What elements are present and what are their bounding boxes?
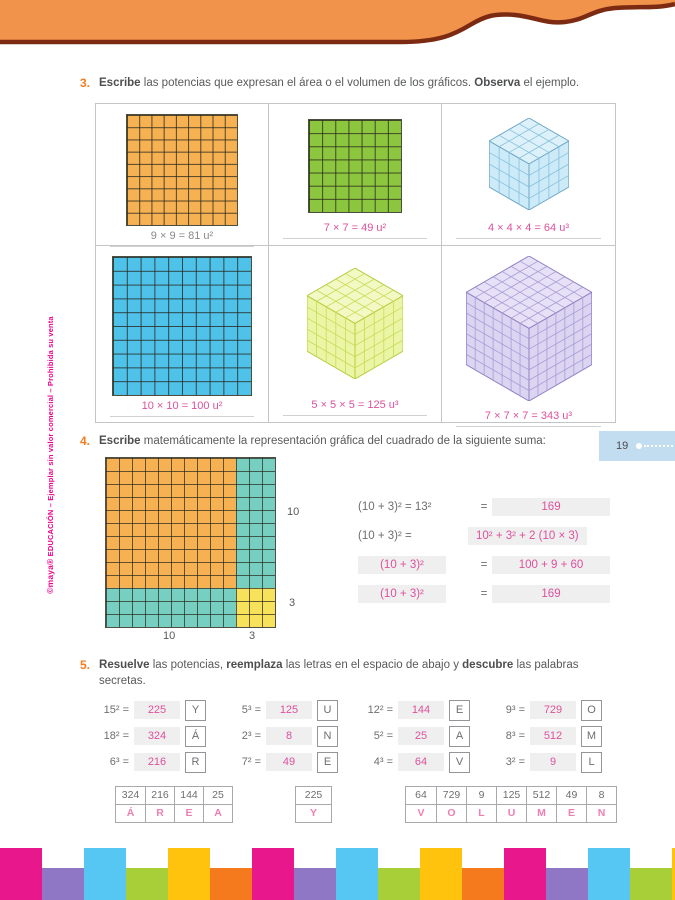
power-value-box: 216 (134, 753, 180, 771)
table-number-cell: 25 (203, 787, 232, 805)
table-number-cell: 729 (436, 787, 466, 805)
diagram-label-right-10: 10 (287, 506, 300, 518)
power-value-box: 25 (398, 727, 444, 745)
power-item (224, 752, 356, 772)
letter-box: O (581, 700, 602, 721)
power-value-box: 512 (530, 727, 576, 745)
table-letter-cell: U (496, 805, 526, 822)
instruction-text: matemáticamente la representación gráfica del cuadrado de la siguiente suma: (140, 435, 546, 447)
letter-box: U (317, 700, 338, 721)
exercise4-number: 4. (80, 434, 91, 448)
formula-line (283, 218, 427, 239)
letter-box: L (581, 752, 602, 773)
formula-line (283, 395, 427, 416)
table-letter-cell: Y (309, 807, 317, 819)
publisher-logo: ©maya® (45, 558, 55, 594)
secret-word-table-area (115, 786, 233, 823)
equation-row (358, 526, 610, 546)
copyright-sidebar (45, 316, 55, 593)
letter-box: E (449, 700, 470, 721)
power-expression: 2³ = (241, 730, 261, 742)
diagram-label-bottom-3: 3 (249, 630, 256, 642)
formula-answer: 7 × 7 × 7 = 343 u³ (484, 410, 573, 422)
table-cell-square-10x10 (96, 246, 269, 422)
table-letter-cell: O (436, 805, 466, 822)
power-item (92, 726, 224, 746)
instruction-bold: Escribe (99, 77, 141, 89)
secret-word-tables (95, 786, 615, 822)
equals-sign: = (480, 501, 488, 513)
power-value-box: 324 (134, 727, 180, 745)
letter-box: A (449, 726, 470, 747)
region-10x10-orange (106, 458, 236, 588)
power-expression: 15² = (103, 704, 129, 716)
answer-box: 169 (492, 498, 610, 516)
table-letter-cell: L (466, 805, 496, 822)
letter-box: Y (185, 700, 206, 721)
instruction-bold: reemplaza (226, 659, 283, 671)
letter-box: N (317, 726, 338, 747)
green-7x7-grid-square (308, 119, 402, 213)
letter-box: M (581, 726, 602, 747)
diagram-label-right-3: 3 (289, 597, 296, 609)
table-cell-cube-4x4x4 (442, 104, 615, 246)
table-number-cell: 225 (296, 787, 331, 805)
power-item (224, 726, 356, 746)
table-number-cell: 216 (145, 787, 174, 805)
exercise4-header (80, 434, 607, 450)
bottom-stripe-short-bars (0, 868, 675, 900)
table-letter-cell: E (174, 805, 203, 822)
exercise3-instruction (99, 76, 607, 92)
power-value-box: 49 (266, 753, 312, 771)
copyright-text: EDUCACIÓN – Ejemplar sin valor comercial – Prohibida su venta (46, 316, 55, 559)
power-expression: 18² = (103, 730, 129, 742)
orange-9x9-grid-square (126, 114, 238, 226)
power-expression: 6³ = (109, 756, 129, 768)
exercise5-header (80, 658, 607, 689)
letter-box: E (317, 752, 338, 773)
power-value-box: 9 (530, 753, 576, 771)
instruction-bold: Resuelve (99, 659, 150, 671)
formula-answer: 7 × 7 = 49 u² (323, 222, 387, 234)
power-expression: 5³ = (241, 704, 261, 716)
graphic-slot (489, 114, 569, 218)
table-cell-square-9x9 (96, 104, 269, 246)
formula-answer: 4 × 4 × 4 = 64 u³ (487, 222, 570, 234)
power-value-box: 729 (530, 701, 576, 719)
power-expression: 7² = (241, 756, 261, 768)
table-number-cell: 324 (116, 787, 145, 805)
equals-sign: = (480, 588, 488, 600)
blue-4x4x4-cube (489, 118, 569, 215)
power-expression: 5² = (373, 730, 393, 742)
table-number-cell: 49 (556, 787, 586, 805)
equation-row (358, 555, 610, 575)
power-item (356, 752, 488, 772)
answer-box: 169 (492, 585, 610, 603)
letter-box: Á (185, 726, 206, 747)
instruction-bold: Observa (474, 77, 521, 89)
power-expression: 3² = (505, 756, 525, 768)
powers-grid (92, 700, 620, 772)
table-cell-square-7x7 (269, 104, 442, 246)
diagram-label-bottom-10: 10 (163, 630, 176, 642)
graphic-slot (112, 256, 252, 396)
instruction-text: las potencias, (149, 659, 227, 671)
formula-example: 9 × 9 = 81 u² (150, 230, 214, 242)
equals-sign: = (480, 559, 488, 571)
graphic-slot (126, 114, 238, 226)
region-10x3-teal-right (236, 458, 275, 588)
formula-line (110, 226, 254, 247)
table-number-cell: 64 (406, 787, 436, 805)
power-expression: 9³ = (505, 704, 525, 716)
instruction-text: las palabras secretas. (99, 659, 579, 687)
instruction-text: las potencias que expresan el área o el volumen de los gráficos. (140, 77, 475, 89)
power-value-box: 225 (134, 701, 180, 719)
power-expression: 8³ = (505, 730, 525, 742)
table-letter-cell: E (556, 805, 586, 822)
table-letter-cell: R (145, 805, 174, 822)
answer-box: (10 + 3)² (358, 585, 446, 603)
graphic-slot (307, 256, 403, 395)
power-item (488, 726, 620, 746)
graphic-slot (466, 256, 592, 406)
power-value-box: 144 (398, 701, 444, 719)
table-number-cell: 125 (496, 787, 526, 805)
power-expression: 12² = (367, 704, 393, 716)
power-item (356, 726, 488, 746)
table-letter-cell: Á (126, 807, 135, 819)
exercise3-header (80, 76, 607, 92)
page-number-badge (599, 431, 675, 461)
table-number-cell: 8 (586, 787, 616, 805)
power-item (488, 752, 620, 772)
equation-row (358, 497, 610, 517)
badge-dot (636, 443, 642, 449)
region-3x3-yellow (236, 588, 275, 627)
table-letter-cell: A (203, 805, 232, 822)
equation-left: (10 + 3)² = (358, 530, 412, 542)
exercise3-graphics-table (95, 103, 616, 423)
answer-box: (10 + 3)² (358, 556, 446, 574)
formula-answer: 10 × 10 = 100 u² (141, 400, 223, 412)
table-number-cell: 144 (174, 787, 203, 805)
formula-answer: 5 × 5 × 5 = 125 u³ (311, 399, 399, 411)
exercise4-equations (358, 497, 610, 604)
graphic-slot (308, 114, 402, 218)
exercise4-instruction (99, 434, 607, 450)
table-number-cell: 512 (526, 787, 556, 805)
formula-line (456, 406, 600, 427)
square-of-sum-diagram (105, 457, 276, 628)
instruction-bold: descubre (462, 659, 514, 671)
answer-box: 100 + 9 + 60 (492, 556, 610, 574)
power-expression: 4³ = (373, 756, 393, 768)
power-value-box: 125 (266, 701, 312, 719)
power-item (356, 700, 488, 720)
instruction-text: el ejemplo. (520, 77, 580, 89)
secret-word-table-y (295, 786, 332, 823)
table-letter-cell: V (417, 807, 425, 819)
letter-box: R (185, 752, 206, 773)
instruction-bold: Escribe (99, 435, 141, 447)
power-item (92, 752, 224, 772)
table-letter-cell: N (586, 805, 616, 822)
secret-word-table-volumen (405, 786, 617, 823)
formula-line (110, 396, 254, 417)
power-value-box: 64 (398, 753, 444, 771)
lime-5x5x5-cube (307, 268, 403, 384)
page-number: 19 (616, 440, 629, 452)
power-item (224, 700, 356, 720)
exercise3-number: 3. (80, 76, 91, 90)
formula-line (456, 218, 600, 239)
power-item (92, 700, 224, 720)
cyan-10x10-grid-square (112, 256, 252, 396)
badge-dotted-line (644, 445, 673, 447)
equation-left: (10 + 3)² = 13² (358, 501, 432, 513)
power-value-box: 8 (266, 727, 312, 745)
header-wave-decoration (0, 0, 675, 56)
table-cell-cube-5x5x5 (269, 246, 442, 422)
table-number-cell: 9 (466, 787, 496, 805)
table-letter-cell: M (526, 805, 556, 822)
power-item (488, 700, 620, 720)
equation-row (358, 584, 610, 604)
exercise5-instruction (99, 658, 607, 689)
answer-box: 10² + 3² + 2 (10 × 3) (468, 527, 587, 545)
instruction-text: las letras en el espacio de abajo y (282, 659, 463, 671)
table-cell-cube-7x7x7 (442, 246, 615, 422)
purple-7x7x7-cube (466, 256, 592, 406)
exercise5-number: 5. (80, 658, 91, 672)
letter-box: V (449, 752, 470, 773)
region-3x10-teal-bottom (106, 588, 236, 627)
